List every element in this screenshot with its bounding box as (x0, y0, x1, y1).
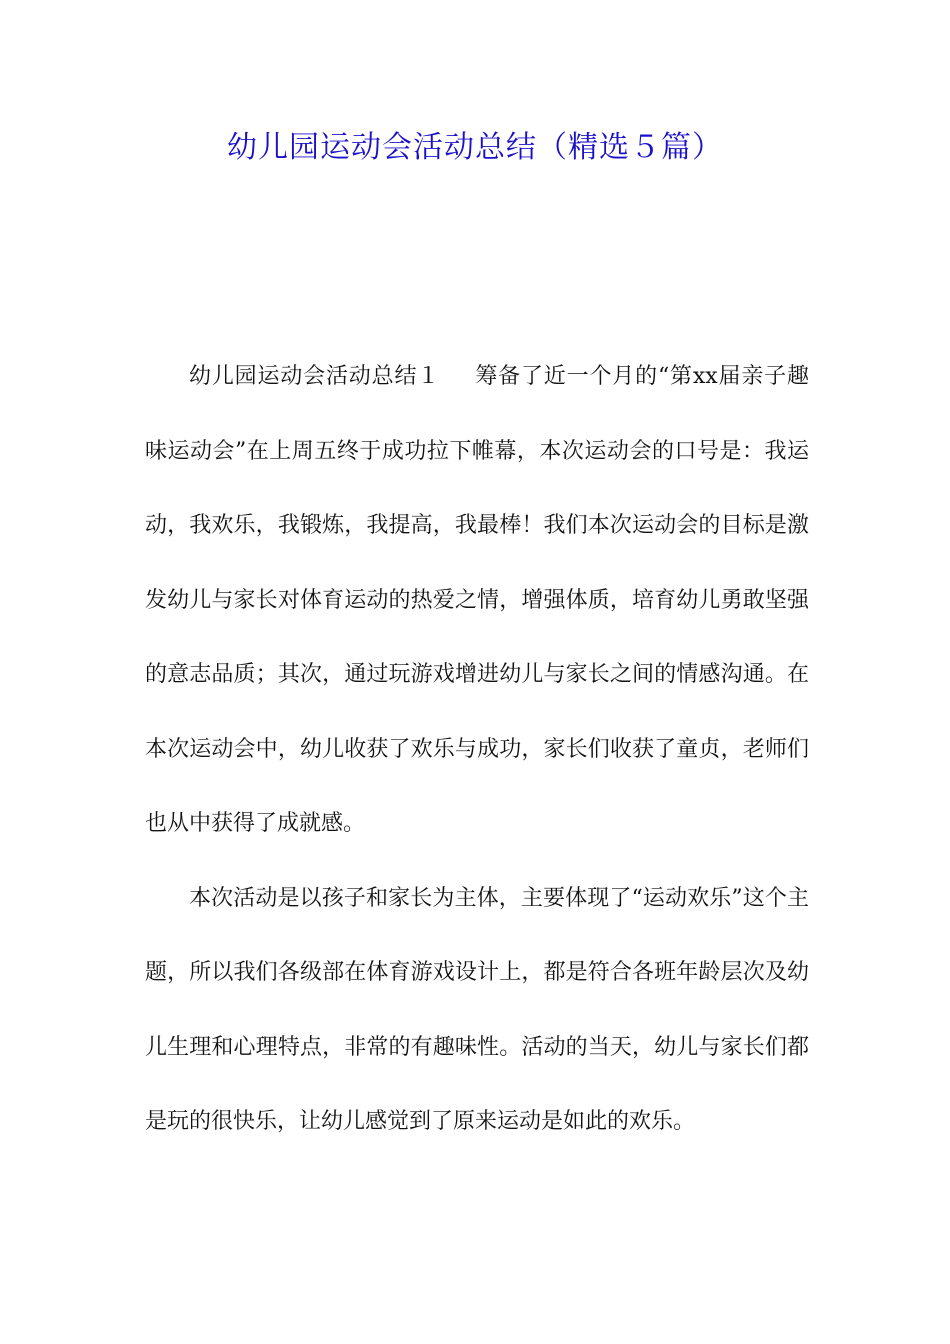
document-body (145, 340, 809, 1160)
paragraph-2 (145, 862, 809, 1160)
paragraph-2-text: 本次活动是以孩子和家长为主体，主要体现了“运动欢乐”这个主题，所以我们各级部在体育游戏设计上，都是符合各班年龄层次及幼儿生理和心理特点，非常的有趣味性。活动的当天，幼儿与家长们都是玩的很快乐，让幼儿感觉到了原来运动是如此的欢乐。 (145, 885, 809, 1134)
section-heading: 幼儿园运动会活动总结１ (189, 364, 441, 389)
paragraph-1-text: 筹备了近一个月的“第xx届亲子趣味运动会”在上周五终于成功拉下帷幕，本次运动会的口号是：我运动，我欢乐，我锻炼，我提高，我最棒！我们本次运动会的目标是激发幼儿与家长对体育运动的热爱之情，增强体质，培育幼儿勇敢坚强的意志品质；其次，通过玩游戏增进幼儿与家长之间的情感沟通。在本次运动会中，幼儿收获了欢乐与成功，家长们收获了童贞，老师们也从中获得了成就感。 (145, 364, 809, 836)
document-title: 幼儿园运动会活动总结（精选５篇） (227, 130, 723, 165)
paragraph-1 (145, 340, 809, 862)
